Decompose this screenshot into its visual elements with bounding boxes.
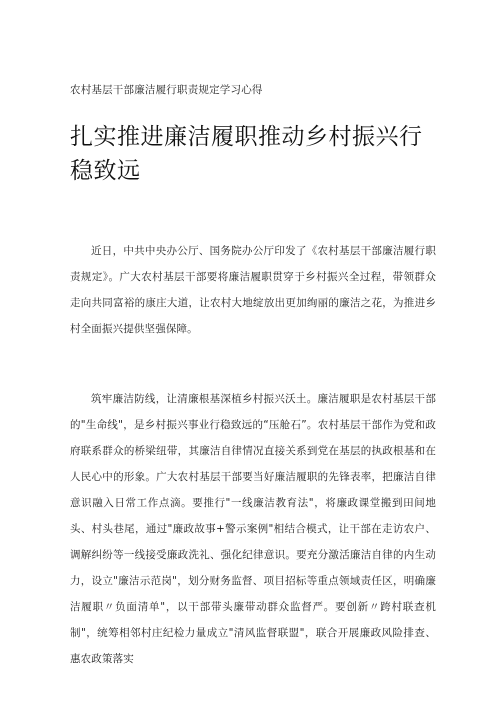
paragraph-body: 筑牢廉洁防线，让清廉根基深植乡村振兴沃土。廉洁履职是农村基层干部的"生命线"，是乡村振兴事业行稳致远的“压舱石”。农村基层干部作为党和政府联系群众的桥梁纽带，其廉洁自律情况直接关系到党在基层的执政根基和在人民心中的形象。广大农村基层干部要当好廉洁履职的先锋表率，把廉洁自律意识融入日常工作点滴。要推行"一线廉洁教育法"，将廉政课堂搬到田间地头、村头巷尾，通过"廉政故事+警示案例"相结合模式，让干部在走访农户、调解纠纷等一线接受廉政洗礼、强化纪律意识。要充分激活廉洁自律的内生动力，设立"廉洁示范岗"，划分财务监督、项目招标等重点领域责任区，明确廉洁履职〃负面清单"，以干部带头廉带动群众监督严。要创新〃跨村联查机制"，统筹相邻村庄纪检力量成立"清风监督联盟"，联合开展廉政风险排查、惠农政策落实 xyxy=(70,393,436,665)
document-subtitle: 农村基层干部廉洁履行职责规定学习心得 xyxy=(70,84,263,96)
paragraph-intro: 近日，中共中央办公厅、国务院办公厅印发了《农村基层干部廉洁履行职责规定》。广大农村基层干部要将廉洁履职贯穿于乡村振兴全过程，带领群众走向共同富裕的康庄大道，让农村大地绽放出更加绚丽的廉洁之花，为推进乡村全面振兴提供坚强保障。 xyxy=(70,245,436,335)
document-title: 扎实推进廉洁履职推动乡村振兴行稳致远 xyxy=(70,124,423,184)
